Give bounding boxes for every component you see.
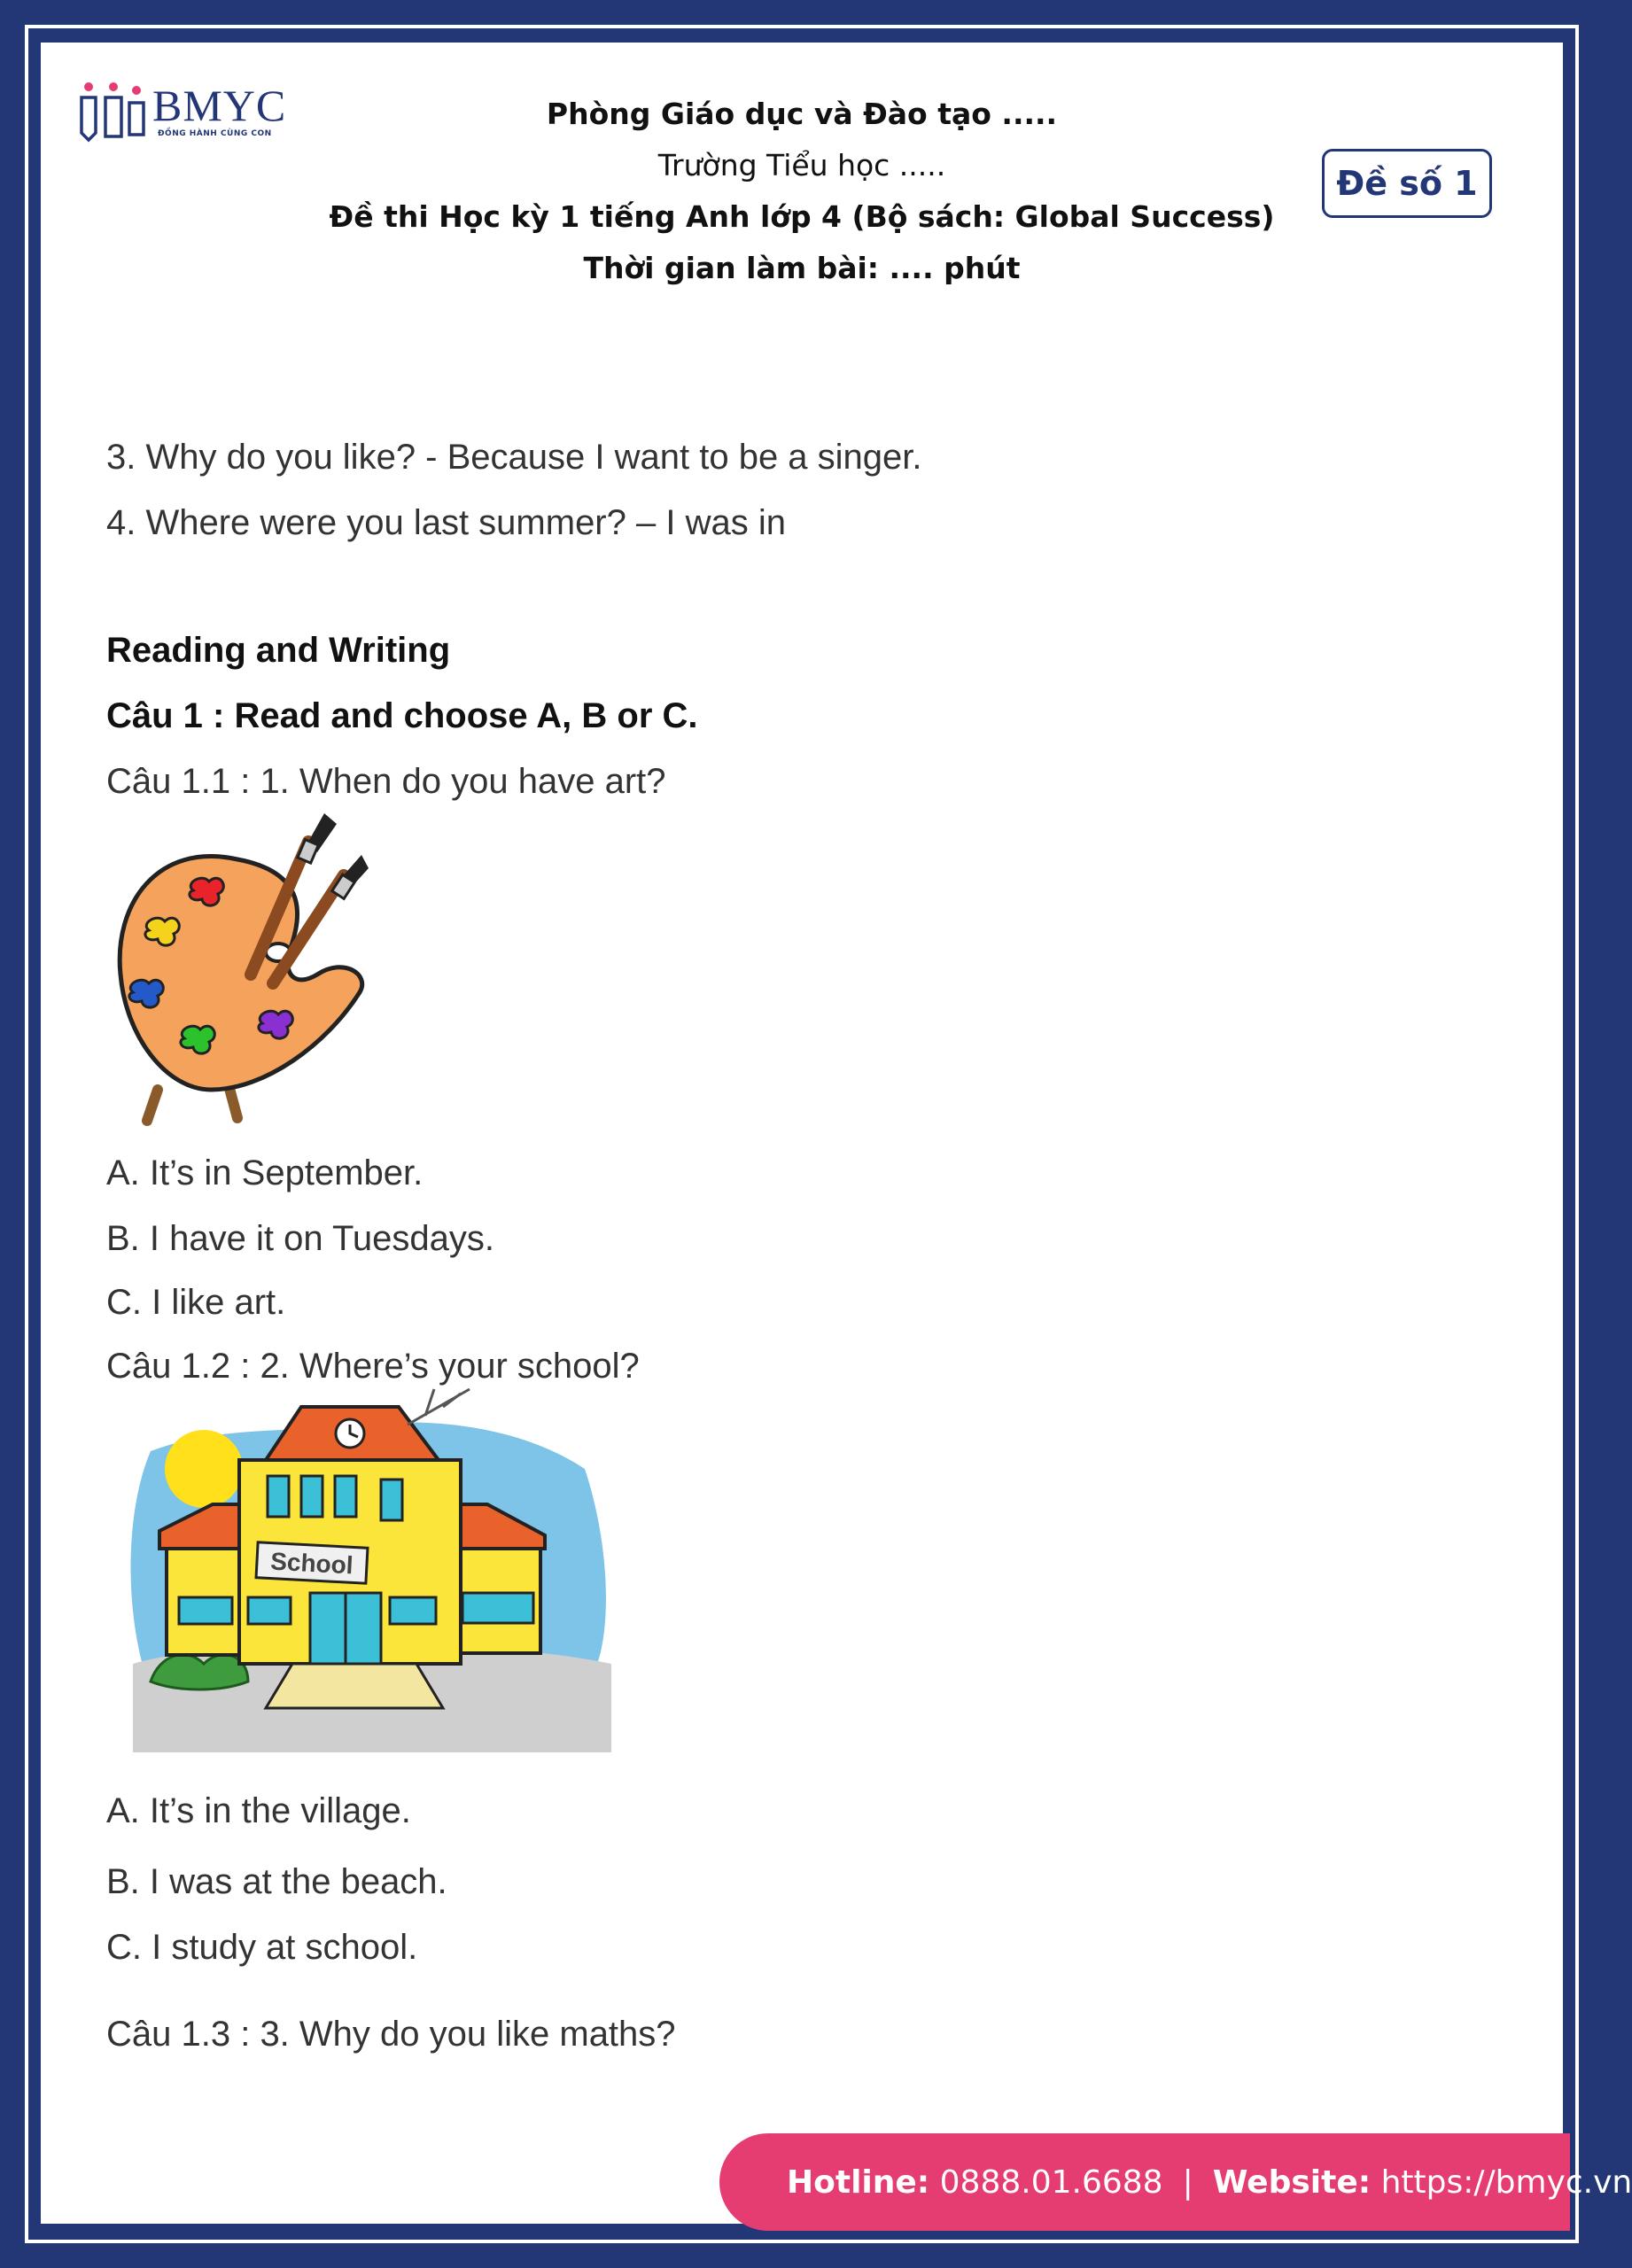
exam-number-badge: Đề số 1 (1322, 149, 1492, 218)
question-1-2-prompt: Câu 1.2 : 2. Where’s your school? (106, 1347, 640, 1386)
footer-separator: | (1182, 2163, 1193, 2201)
document-page (41, 43, 1563, 2224)
task-title: Câu 1 : Read and choose A, B or C. (106, 696, 698, 735)
section-title: Reading and Writing (106, 631, 451, 670)
logo-wordmark: BMYC (152, 81, 287, 130)
website-label: Website: (1212, 2163, 1372, 2201)
hotline-label: Hotline: (787, 2163, 930, 2201)
school-line: Trường Tiểu học ..... (657, 148, 946, 183)
department-line: Phòng Giáo dục và Đào tạo ..... (546, 97, 1058, 131)
question-1-1-option-b: B. I have it on Tuesdays. (106, 1219, 495, 1258)
art-palette-image (105, 806, 370, 1125)
question-3: 3. Why do you like? - Because I want to be a singer. (106, 438, 922, 477)
question-1-2-option-c: C. I study at school. (106, 1928, 418, 1967)
hotline-number[interactable]: 0888.01.6688 (939, 2163, 1163, 2201)
website-link[interactable]: https://bmyc.vn (1380, 2163, 1632, 2201)
question-1-1-option-c: C. I like art. (106, 1283, 286, 1322)
question-4: 4. Where were you last summer? – I was in (106, 503, 786, 542)
question-1-1-option-a: A. It’s in September. (106, 1153, 424, 1192)
school-image (115, 1371, 620, 1752)
question-1-3-prompt: Câu 1.3 : 3. Why do you like maths? (106, 2015, 676, 2054)
question-1-2-option-a: A. It’s in the village. (106, 1791, 411, 1830)
school-sign-text: School (269, 1547, 354, 1580)
question-1-1-prompt: Câu 1.1 : 1. When do you have art? (106, 762, 666, 801)
exam-title: Đề thi Học kỳ 1 tiếng Anh lớp 4 (Bộ sách: Global Success) (329, 199, 1275, 234)
question-1-2-option-b: B. I was at the beach. (106, 1862, 447, 1901)
exam-duration: Thời gian làm bài: .... phút (583, 251, 1021, 285)
logo-tagline: ĐỒNG HÀNH CÙNG CON (158, 129, 272, 138)
footer-contact-bar (719, 2133, 1632, 2231)
